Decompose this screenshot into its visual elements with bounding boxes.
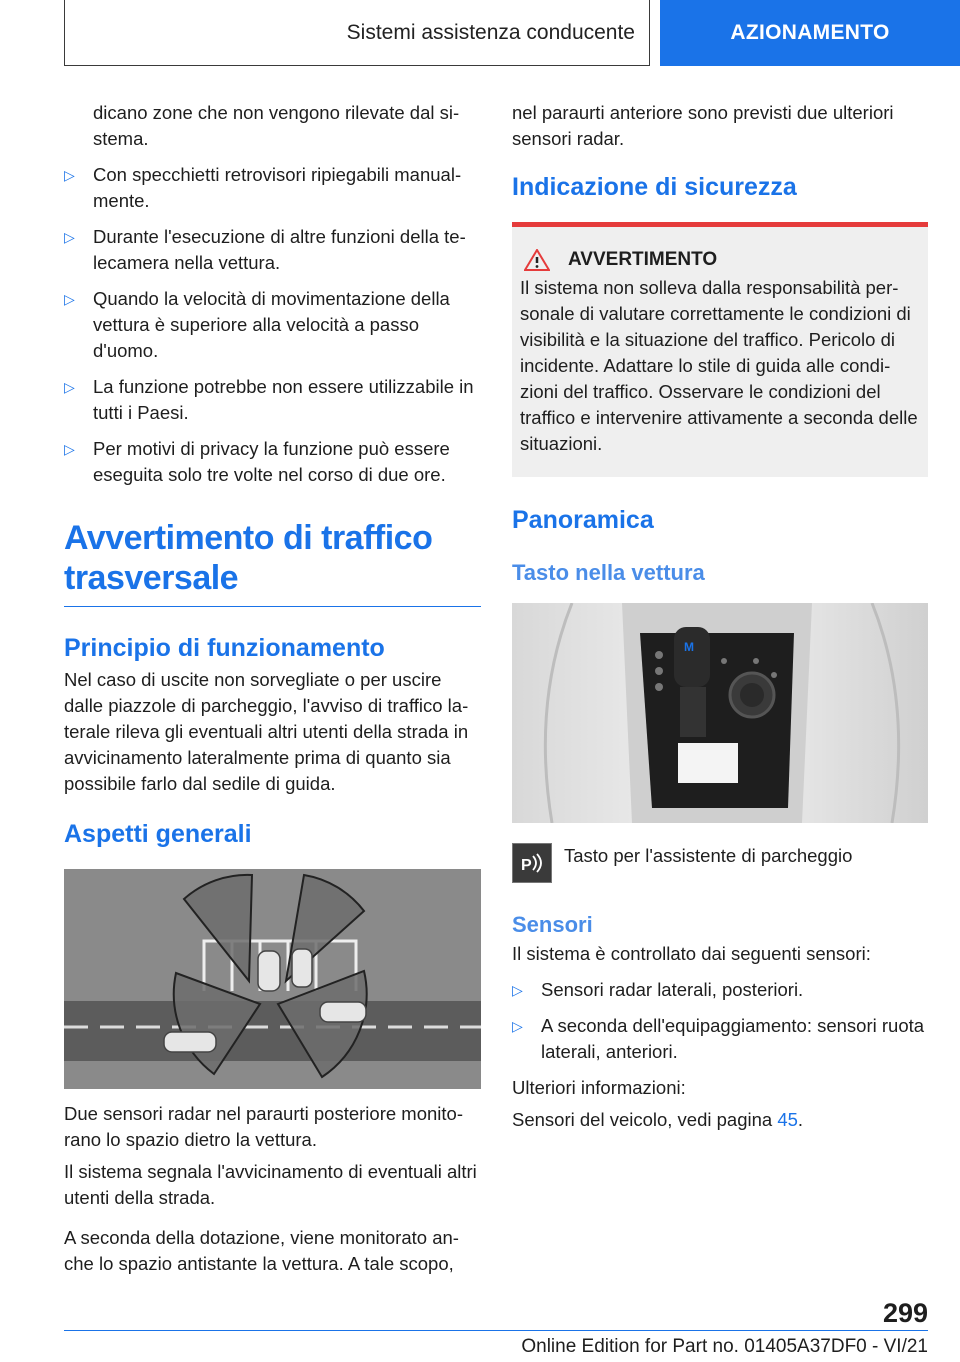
triangle-bullet-icon: ▷ [64,167,75,183]
header-chapter-title: AZIONAMENTO [730,21,890,44]
bullet-continuation: dicano zone che non vengono rilevate dal sistema. [93,102,460,149]
reference-line: Sensori del veicolo, vedi pagina 45. [512,1109,804,1130]
left-column [64,100,481,1283]
header-section-box [64,0,650,66]
cross-traffic-diagram [64,869,481,1089]
edition-info: Online Edition for Part no. 01405A37DF0 - VI/21 [521,1336,928,1357]
general-heading: Aspetti generali [64,820,252,848]
key-heading: Tasto nella vettura [512,560,705,585]
list-item: ▷ Per motivi di privacy la funzione può essere eseguita solo tre volte nel corso di due ore. [64,438,450,485]
paragraph-signal: Il sistema segnala l'avvicinamento di eventuali altri utenti della strada. [64,1161,477,1208]
triangle-bullet-icon: ▷ [512,982,523,998]
warning-box [512,222,928,477]
page-reference-link[interactable]: 45 [777,1109,798,1130]
sensors-heading: Sensori [512,912,593,937]
list-item: ▷ Durante l'esecuzione di altre funzioni della telecamera nella vettura. [64,226,466,273]
header-section-title: Sistemi assistenza conducente [346,20,635,44]
overview-heading: Panoramica [512,506,654,534]
triangle-bullet-icon: ▷ [512,1018,523,1034]
more-info-label: Ulteriori informazioni: [512,1077,686,1098]
limit-list [64,162,481,488]
paragraph-rear-sensors: Due sensori radar nel paraurti posteriore monitorano lo spazio dietro la vettura. [64,1103,463,1150]
sensors-list [512,977,928,1065]
svg-text:M: M [684,640,694,654]
center-console-photo [512,603,928,823]
paragraph-front-monitoring: A seconda della dotazione, viene monitorato anche lo spazio antistante la vettura. A tale scopo, [64,1227,459,1274]
page-number: 299 [882,1298,928,1328]
triangle-bullet-icon: ▷ [64,229,75,245]
park-assist-button-icon [512,843,552,883]
sensors-intro: Il sistema è controllato dai seguenti sensori: [512,943,871,964]
list-item: ▷ Quando la velocità di movimentazione della vettura è superiore alla velocità a passo d'uomo. [64,288,450,361]
paragraph-front-radar: nel paraurti anteriore sono previsti due ulteriori sensori radar. [512,102,894,149]
right-column [512,100,928,1139]
triangle-bullet-icon: ▷ [64,441,75,457]
key-caption: Tasto per l'assistente di parcheggio [564,845,853,866]
list-item: ▷ La funzione potrebbe non essere utilizzabile in tutti i Paesi. [64,376,474,423]
principle-text: Nel caso di uscite non sorvegliate o per uscire dalle piazzole di parcheggio, l'avviso di traffico laterale rileva gli eventuali altri utenti della strada in avvicinamento lateralmente prima di quanto sia possibile farlo dal sedile di guida. [64,669,469,794]
triangle-bullet-icon: ▷ [64,379,75,395]
header-chapter-tab [660,0,960,66]
svg-text:P: P [521,857,532,874]
footer-divider [64,1330,928,1331]
principle-heading: Principio di funzionamento [64,634,385,662]
warning-title: AVVERTIMENTO [520,249,920,271]
key-caption-row [512,843,928,883]
safety-heading: Indicazione di sicurezza [512,173,797,201]
warning-triangle-icon [524,249,550,271]
triangle-bullet-icon: ▷ [64,291,75,307]
list-item: ▷ Con specchietti retrovisori ripiegabili manualmente. [64,164,462,211]
chapter-heading: Avvertimento di traffico trasversale [64,518,481,607]
list-item: ▷ Sensori radar laterali, posteriori. [512,977,928,1003]
warning-text: Il sistema non solleva dalla responsabilità personale di valutare correttamente le condizioni di visibilità e la situazione del traffico. Pericolo di incidente. Adattare lo stile di guida alle condizioni del traffico. Osservare le condizioni del traffico e intervenire attivamente a seconda delle situazioni. [520,277,918,454]
list-item: ▷ A seconda dell'equipaggiamento: sensori ruota laterali, anteriori. [512,1015,925,1062]
